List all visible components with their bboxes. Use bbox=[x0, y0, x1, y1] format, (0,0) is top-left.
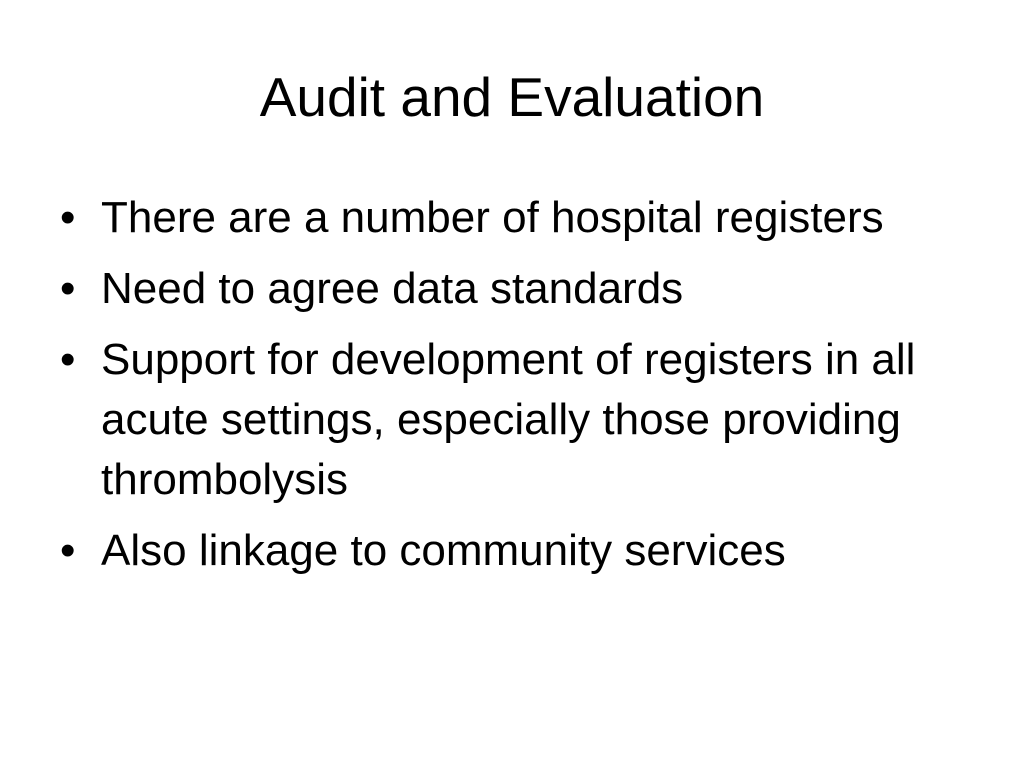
bullet-text: There are a number of hospital registers bbox=[101, 193, 884, 242]
bullet-item bbox=[60, 188, 960, 248]
bullet-list bbox=[60, 188, 960, 592]
bullet-text: Support for development of registers in all acute settings, especially those providing thrombolysis bbox=[101, 335, 916, 504]
bullet-text: Need to agree data standards bbox=[101, 264, 684, 313]
bullet-item bbox=[60, 330, 960, 510]
bullet-item bbox=[60, 521, 960, 581]
bullet-icon: • bbox=[60, 193, 76, 242]
bullet-icon: • bbox=[60, 264, 76, 313]
bullet-text: Also linkage to community services bbox=[101, 526, 786, 575]
bullet-icon: • bbox=[60, 526, 76, 575]
bullet-item bbox=[60, 259, 960, 319]
slide-title: Audit and Evaluation bbox=[259, 66, 765, 128]
bullet-icon: • bbox=[60, 335, 76, 384]
